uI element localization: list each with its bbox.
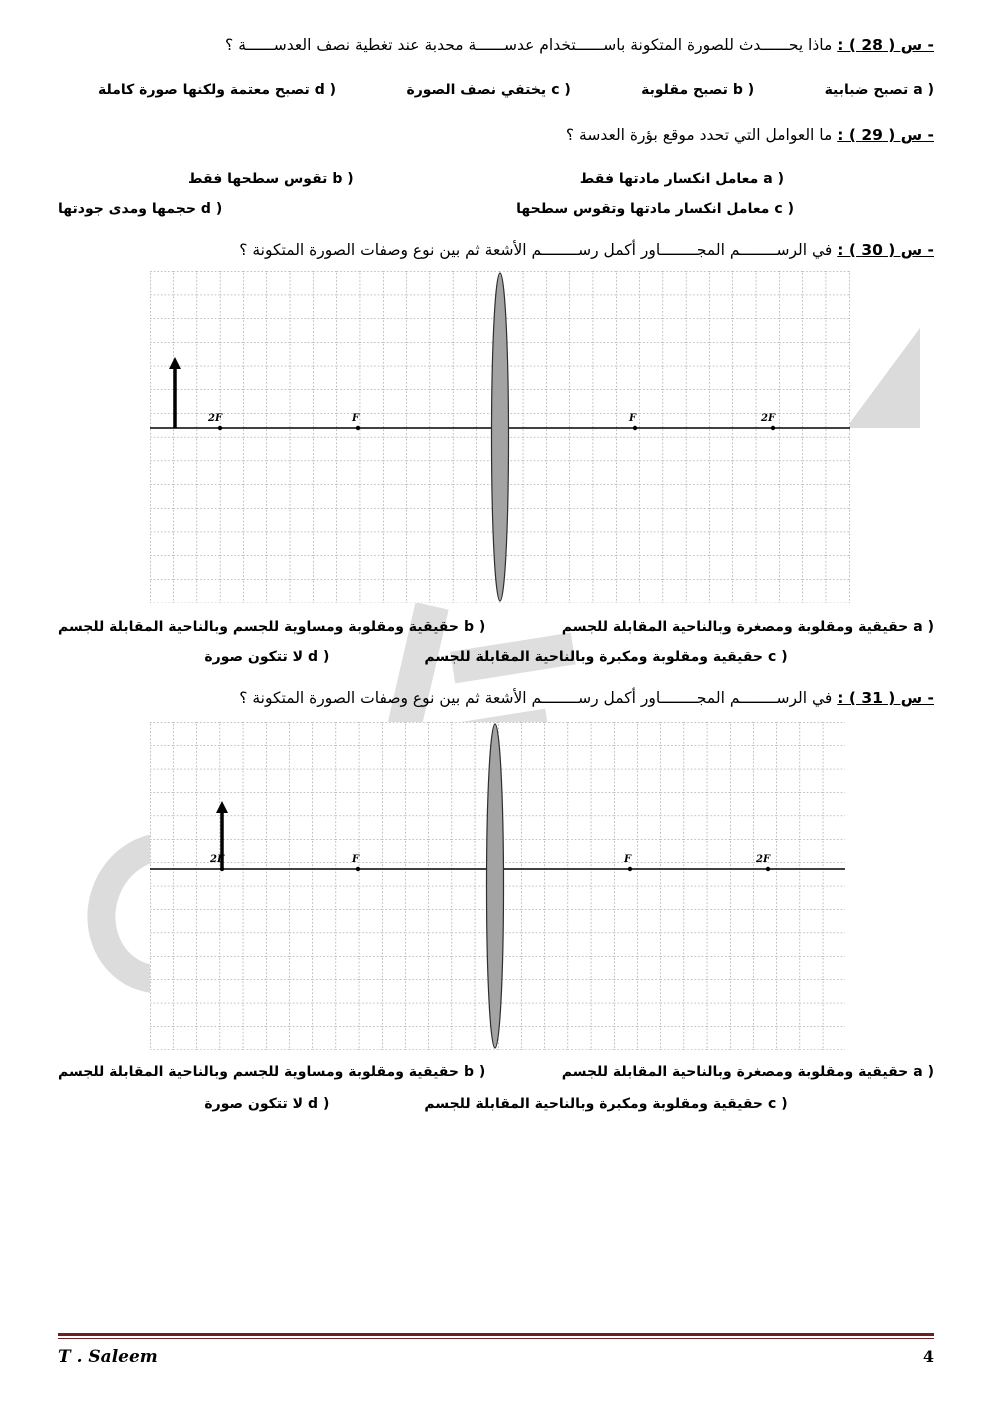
question-31-text: في الرســــــــم المجــــــــاور أكمل رســــــــم الأشعة ثم بين نوع وصفات الصورة المتكونة ؟ [239, 689, 833, 708]
option-key: c ) [551, 82, 571, 99]
option-28-d [98, 82, 336, 98]
option-key: b ) [732, 82, 755, 99]
option-text: حقيقية ومقلوبة ومكبرة وبالناحية المقابلة للجسم [424, 649, 764, 666]
question-30-text: في الرســــــــم المجــــــــاور أكمل رســــــــم الأشعة ثم بين نوع وصفات الصورة المتكونة ؟ [239, 240, 833, 259]
option-text: معامل انكسار مادتها وتقوس سطحها [516, 200, 770, 217]
footer-author: T . Saleem [58, 1347, 158, 1367]
option-28-b [641, 82, 754, 98]
option-31-b [58, 1064, 485, 1080]
page-footer [58, 1333, 934, 1367]
option-text: حقيقية ومقلوبة ومساوية للجسم وبالناحية المقابلة للجسم [58, 1063, 459, 1080]
option-key: a ) [913, 1063, 934, 1080]
point-2f-left [218, 426, 222, 430]
convex-lens [487, 724, 504, 1048]
footer-divider [58, 1333, 934, 1339]
option-30-b [58, 619, 485, 635]
option-text: حقيقية ومقلوبة ومساوية للجسم وبالناحية المقابلة للجسم [58, 619, 459, 636]
option-text: حجمها ومدى جودتها [58, 200, 196, 217]
option-30-c [424, 649, 787, 665]
option-key: a ) [913, 619, 934, 636]
footer-row [58, 1347, 934, 1367]
option-key: d ) [314, 82, 337, 99]
option-31-a [562, 1064, 934, 1080]
option-key: d ) [308, 1095, 330, 1112]
option-key: a ) [763, 170, 784, 187]
option-key: b ) [463, 619, 486, 636]
question-30-options-row-1 [58, 619, 934, 635]
option-key: d ) [308, 649, 330, 666]
label-f-left: F [352, 853, 360, 865]
option-text: حقيقية ومقلوبة ومكبرة وبالناحية المقابلة للجسم [424, 1095, 764, 1112]
question-31 [58, 687, 934, 1111]
option-30-a [562, 619, 934, 635]
option-key: d ) [200, 200, 223, 217]
option-text: حقيقية ومقلوبة ومصغرة وبالناحية المقابلة للجسم [561, 1063, 909, 1080]
lens-ray-diagram-1 [150, 271, 850, 603]
point-f-right [633, 426, 637, 430]
lens-diagram-q30 [58, 271, 934, 603]
label-2f-left: 2F [208, 413, 223, 425]
label-f-right: F [629, 413, 637, 425]
lens-ray-diagram-2 [150, 722, 845, 1050]
option-key: c ) [768, 649, 788, 666]
convex-lens [492, 273, 509, 601]
label-2f-left: 2F [210, 853, 225, 865]
label-2f-right: 2F [756, 853, 771, 865]
label-f-right: F [624, 853, 632, 865]
question-28 [58, 34, 934, 98]
option-text: معامل انكسار مادتها فقط [579, 170, 759, 187]
question-29-options-row-2 [58, 201, 934, 217]
point-2f-right [766, 867, 770, 871]
question-30 [58, 239, 934, 665]
option-text: تصبح مقلوبة [641, 82, 728, 99]
option-key: b ) [463, 1063, 486, 1080]
point-f-left [356, 426, 360, 430]
question-28-line [58, 34, 934, 56]
option-28-c [406, 82, 570, 98]
question-29-text: ما العوامل التي تحدد موقع بؤرة العدسة ؟ [565, 126, 833, 145]
option-text: لا تتكون صورة [204, 1095, 304, 1112]
question-31-options-row-1 [58, 1064, 934, 1080]
option-30-d [204, 649, 329, 665]
question-29-options-row-1 [58, 171, 934, 187]
option-text: حقيقية ومقلوبة ومصغرة وبالناحية المقابلة للجسم [561, 619, 909, 636]
option-text: تصبح معتمة ولكنها صورة كاملة [98, 82, 310, 99]
question-28-number: - س ( 28 ) : [837, 36, 934, 54]
question-31-number: - س ( 31 ) : [837, 689, 934, 708]
point-f-right [628, 867, 632, 871]
option-28-a [825, 82, 934, 98]
option-29-b [188, 171, 354, 187]
question-30-number: - س ( 30 ) : [837, 240, 934, 259]
lens-diagram-q31 [58, 722, 934, 1050]
option-31-d [204, 1096, 329, 1112]
question-28-options [58, 82, 934, 98]
question-29 [58, 124, 934, 216]
label-f-left: F [352, 413, 360, 425]
question-28-text: ماذا يحــــــدث للصورة المتكونة باســــــتخدام عدســــــة محدبة عند تغطية نصف العدســــــة ؟ [225, 36, 833, 54]
question-29-number: - س ( 29 ) : [837, 126, 934, 145]
option-text: تقوس سطحها فقط [188, 170, 328, 187]
question-31-options-row-2 [58, 1096, 934, 1112]
option-29-c [516, 201, 794, 217]
option-text: يختفي نصف الصورة [406, 82, 547, 99]
point-2f-right [771, 426, 775, 430]
question-29-line [58, 124, 934, 146]
option-31-c [424, 1096, 787, 1112]
option-key: a ) [913, 82, 934, 99]
option-key: c ) [768, 1095, 788, 1112]
option-29-d [58, 201, 222, 217]
point-f-left [356, 867, 360, 871]
option-text: تصبح ضبابية [824, 82, 909, 99]
option-text: لا تتكون صورة [204, 649, 304, 666]
option-key: c ) [774, 200, 794, 217]
label-2f-right: 2F [761, 413, 776, 425]
option-key: b ) [332, 170, 354, 187]
question-30-line [58, 239, 934, 261]
question-31-line [58, 687, 934, 709]
question-30-options-row-2 [58, 649, 934, 665]
option-29-a [580, 171, 784, 187]
footer-page-number: 4 [922, 1347, 934, 1366]
